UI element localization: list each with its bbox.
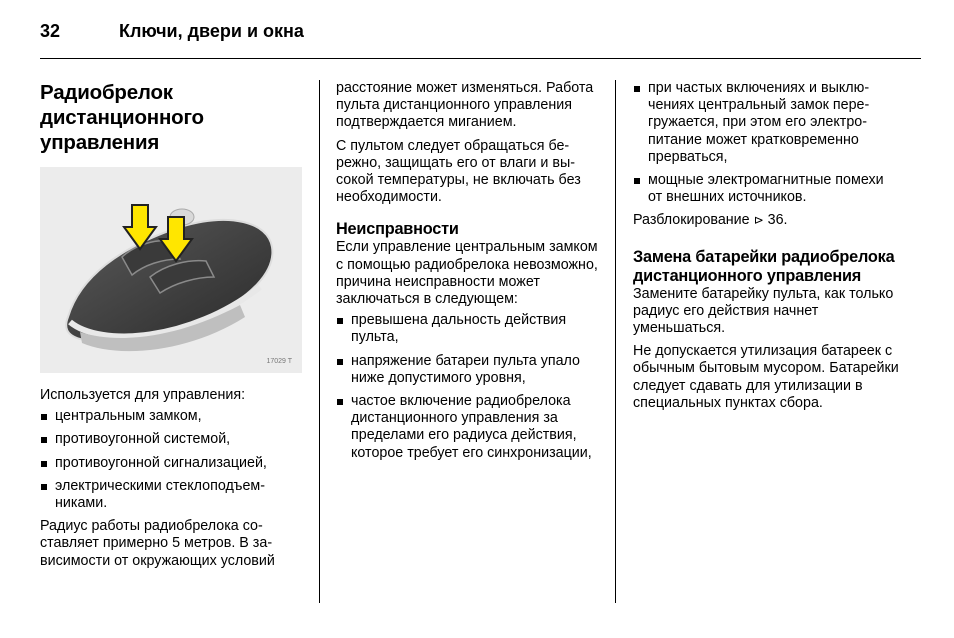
- remote-key-icon: [40, 167, 302, 373]
- faults-list-continued: [633, 80, 901, 206]
- page-header: [40, 20, 920, 60]
- usage-list: [40, 408, 310, 512]
- reference-arrow-icon: ⊳: [753, 213, 764, 228]
- list-item: противоугонной системой,: [40, 431, 310, 448]
- remote-key-figure: [40, 167, 302, 373]
- figure-label: 17029 T: [266, 357, 292, 365]
- section-title: Радиобрелок дистанционного управления: [40, 81, 204, 154]
- column-divider-1: [319, 80, 320, 603]
- page-number: 32: [40, 21, 61, 41]
- cross-reference: [633, 212, 901, 229]
- list-item: при частых включениях и выключениях центральный замок перегружается, при этом его электропитание может кратковременно прерваться,: [633, 80, 901, 166]
- chapter-title: Ключи, двери и окна: [119, 21, 304, 41]
- usage-intro: Используется для управления:: [40, 387, 246, 403]
- header-rule: [40, 58, 921, 59]
- battery-paragraph: Замените батарейку пульта, как только радиус его действия начнет уменьшаться.: [633, 285, 894, 337]
- unlock-page-ref[interactable]: 36.: [767, 212, 788, 229]
- list-item: центральным замком,: [40, 408, 310, 425]
- disposal-paragraph: Не допускается утилизация батареек с обычным бытовым мусором. Батарейки следует сдавать для утилизации в специальных пунктах сбора.: [633, 343, 899, 411]
- care-paragraph: С пультом следует обращаться бережно, защищать его от влаги и высокой температуры, не включать без необходимости.: [336, 137, 581, 206]
- column-1: [40, 72, 310, 570]
- list-item: противоугонной сигнализацией,: [40, 455, 310, 472]
- column-2: [336, 80, 604, 468]
- faults-heading: Неисправности: [336, 220, 459, 239]
- radius-paragraph: Радиус работы радиобрелока составляет примерно 5 метров. В зависимости от окружающих условий: [40, 518, 275, 569]
- faults-intro: Если управление центральным замком с помощью радиобрелока невозможно, причина неисправности может заключаться в следующем:: [336, 239, 598, 308]
- column-divider-2: [615, 80, 616, 603]
- list-item: превышена дальность действия пульта,: [336, 312, 604, 346]
- list-item: электрическими стеклоподъемниками.: [40, 478, 310, 512]
- unlock-label: Разблокирование: [633, 212, 750, 229]
- list-item: напряжение батареи пульта упало ниже допустимого уровня,: [336, 353, 604, 387]
- faults-list: [336, 312, 604, 462]
- continuation-paragraph: расстояние может изменяться. Работа пульта дистанционного управления подтверждается миганием.: [336, 80, 594, 131]
- list-item: мощные электромагнитные помехи от внешних источников.: [633, 172, 901, 206]
- list-item: частое включение радиобрелока дистанционного управления за пределами его радиуса действия, которое требует его синхронизации,: [336, 393, 604, 462]
- column-3: [633, 80, 901, 412]
- battery-heading: Замена батарейки радиобрелока дистанционного управления: [633, 247, 895, 285]
